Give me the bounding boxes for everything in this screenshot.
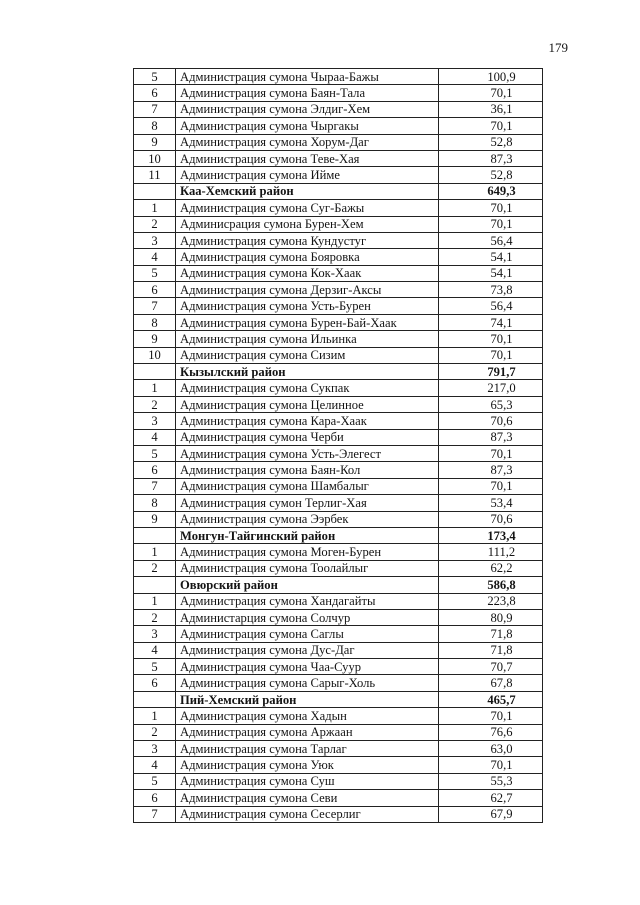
amount-cell: 65,3 xyxy=(439,396,543,412)
row-number-cell xyxy=(134,527,176,543)
row-number-cell: 2 xyxy=(134,216,176,232)
amount-cell: 52,8 xyxy=(439,134,543,150)
row-number-cell: 3 xyxy=(134,232,176,248)
row-number-cell xyxy=(134,691,176,707)
amount-cell: 53,4 xyxy=(439,495,543,511)
administration-name-cell: Администарция сумона Солчур xyxy=(176,609,439,625)
district-total-cell: 173,4 xyxy=(439,527,543,543)
administration-name-cell: Администрация сумона Моген-Бурен xyxy=(176,544,439,560)
district-row xyxy=(134,364,543,380)
table-row xyxy=(134,347,543,363)
table-row xyxy=(134,265,543,281)
administration-name-cell: Администрация сумона Усть-Бурен xyxy=(176,298,439,314)
amount-cell: 70,1 xyxy=(439,200,543,216)
amount-cell: 70,6 xyxy=(439,511,543,527)
administration-name-cell: Администрация сумона Чыраа-Бажы xyxy=(176,69,439,85)
administration-name-cell: Администрация сумона Аржаан xyxy=(176,724,439,740)
amount-cell: 63,0 xyxy=(439,741,543,757)
row-number-cell: 5 xyxy=(134,69,176,85)
amount-cell: 100,9 xyxy=(439,69,543,85)
table-row xyxy=(134,593,543,609)
amount-cell: 87,3 xyxy=(439,150,543,166)
row-number-cell: 5 xyxy=(134,445,176,461)
amount-cell: 217,0 xyxy=(439,380,543,396)
administration-name-cell: Администрация сумона Ээрбек xyxy=(176,511,439,527)
row-number-cell: 6 xyxy=(134,85,176,101)
administration-name-cell: Администрация сумона Севи xyxy=(176,790,439,806)
administration-name-cell: Администрация сумона Целинное xyxy=(176,396,439,412)
amount-cell: 70,6 xyxy=(439,413,543,429)
administration-name-cell: Администрация сумона Черби xyxy=(176,429,439,445)
administration-name-cell: Администрация сумона Кундустуг xyxy=(176,232,439,248)
table-row xyxy=(134,626,543,642)
district-name-cell: Пий-Хемский район xyxy=(176,691,439,707)
administration-name-cell: Администрация сумона Элдиг-Хем xyxy=(176,101,439,117)
table-row xyxy=(134,331,543,347)
row-number-cell: 5 xyxy=(134,659,176,675)
table-row xyxy=(134,609,543,625)
administration-name-cell: Администрация сумона Чаа-Суур xyxy=(176,659,439,675)
row-number-cell: 7 xyxy=(134,101,176,117)
row-number-cell: 2 xyxy=(134,396,176,412)
row-number-cell: 5 xyxy=(134,265,176,281)
administration-name-cell: Администрация сумона Сизим xyxy=(176,347,439,363)
row-number-cell: 1 xyxy=(134,544,176,560)
row-number-cell: 4 xyxy=(134,757,176,773)
table-row xyxy=(134,167,543,183)
administration-name-cell: Админисрация сумона Бурен-Хем xyxy=(176,216,439,232)
administration-name-cell: Администрация сумона Сарыг-Холь xyxy=(176,675,439,691)
table-row xyxy=(134,478,543,494)
administration-name-cell: Администрация сумона Бояровка xyxy=(176,249,439,265)
district-total-cell: 465,7 xyxy=(439,691,543,707)
page-number: 179 xyxy=(548,40,568,55)
table-row xyxy=(134,396,543,412)
row-number-cell: 9 xyxy=(134,134,176,150)
amount-cell: 70,1 xyxy=(439,757,543,773)
table-row xyxy=(134,232,543,248)
district-total-cell: 791,7 xyxy=(439,364,543,380)
amount-cell: 70,1 xyxy=(439,118,543,134)
district-name-cell: Монгун-Тайгинский район xyxy=(176,527,439,543)
district-total-cell: 649,3 xyxy=(439,183,543,199)
amount-cell: 54,1 xyxy=(439,265,543,281)
row-number-cell: 1 xyxy=(134,708,176,724)
amount-cell: 52,8 xyxy=(439,167,543,183)
row-number-cell: 8 xyxy=(134,314,176,330)
table-row xyxy=(134,298,543,314)
table-row xyxy=(134,757,543,773)
table-row xyxy=(134,511,543,527)
district-total-cell: 586,8 xyxy=(439,577,543,593)
administration-name-cell: Администрация сумона Кара-Хаак xyxy=(176,413,439,429)
amount-cell: 70,1 xyxy=(439,708,543,724)
administration-name-cell: Администрация сумона Кок-Хаак xyxy=(176,265,439,281)
table-row xyxy=(134,462,543,478)
administration-name-cell: Администрация сумона Баян-Тала xyxy=(176,85,439,101)
table-row xyxy=(134,216,543,232)
table-row xyxy=(134,118,543,134)
administration-name-cell: Администрация сумона Теве-Хая xyxy=(176,150,439,166)
table-row xyxy=(134,200,543,216)
administration-name-cell: Администрация сумона Суг-Бажы xyxy=(176,200,439,216)
administration-name-cell: Администрация сумона Усть-Элегест xyxy=(176,445,439,461)
table-row xyxy=(134,773,543,789)
administration-name-cell: Администрация сумона Ильинка xyxy=(176,331,439,347)
administration-name-cell: Администрация сумона Бурен-Бай-Хаак xyxy=(176,314,439,330)
amount-cell: 70,1 xyxy=(439,445,543,461)
district-row xyxy=(134,577,543,593)
amount-cell: 71,8 xyxy=(439,626,543,642)
row-number-cell: 3 xyxy=(134,413,176,429)
row-number-cell: 9 xyxy=(134,511,176,527)
amount-cell: 111,2 xyxy=(439,544,543,560)
table-row xyxy=(134,708,543,724)
amount-cell: 54,1 xyxy=(439,249,543,265)
administration-name-cell: Администрация сумона Сукпак xyxy=(176,380,439,396)
table-row xyxy=(134,101,543,117)
row-number-cell: 2 xyxy=(134,560,176,576)
table-row xyxy=(134,790,543,806)
amount-cell: 70,7 xyxy=(439,659,543,675)
administration-name-cell: Администрация сумона Чыргакы xyxy=(176,118,439,134)
administration-name-cell: Администрация сумона Дус-Даг xyxy=(176,642,439,658)
administration-name-cell: Администрация сумона Дерзиг-Аксы xyxy=(176,282,439,298)
administration-name-cell: Администрация сумона Хадын xyxy=(176,708,439,724)
row-number-cell: 7 xyxy=(134,478,176,494)
administration-name-cell: Администрация сумона Тоолайлыг xyxy=(176,560,439,576)
row-number-cell xyxy=(134,364,176,380)
amount-cell: 67,9 xyxy=(439,806,543,822)
row-number-cell: 1 xyxy=(134,593,176,609)
amount-cell: 223,8 xyxy=(439,593,543,609)
district-name-cell: Кызылский район xyxy=(176,364,439,380)
table-row xyxy=(134,544,543,560)
amount-cell: 55,3 xyxy=(439,773,543,789)
table-row xyxy=(134,741,543,757)
table-row xyxy=(134,429,543,445)
administration-name-cell: Администрация сумона Шамбалыг xyxy=(176,478,439,494)
row-number-cell: 5 xyxy=(134,773,176,789)
row-number-cell: 4 xyxy=(134,249,176,265)
table-row xyxy=(134,560,543,576)
table-row xyxy=(134,282,543,298)
administration-name-cell: Администрация сумона Сесерлиг xyxy=(176,806,439,822)
amount-cell: 87,3 xyxy=(439,462,543,478)
row-number-cell: 2 xyxy=(134,609,176,625)
row-number-cell: 2 xyxy=(134,724,176,740)
row-number-cell: 7 xyxy=(134,806,176,822)
table-row xyxy=(134,85,543,101)
amount-cell: 70,1 xyxy=(439,331,543,347)
row-number-cell: 3 xyxy=(134,626,176,642)
administration-name-cell: Администрация сумона Уюк xyxy=(176,757,439,773)
table-row xyxy=(134,806,543,822)
row-number-cell: 8 xyxy=(134,495,176,511)
table-row xyxy=(134,134,543,150)
table-row xyxy=(134,380,543,396)
allocation-table xyxy=(133,68,540,823)
table-body xyxy=(134,69,543,823)
amount-cell: 80,9 xyxy=(439,609,543,625)
administration-name-cell: Администрация сумона Хандагайты xyxy=(176,593,439,609)
row-number-cell: 6 xyxy=(134,675,176,691)
administration-name-cell: Администрация сумона Суш xyxy=(176,773,439,789)
amount-cell: 70,1 xyxy=(439,216,543,232)
district-name-cell: Каа-Хемский район xyxy=(176,183,439,199)
administration-name-cell: Администрация сумон Терлиг-Хая xyxy=(176,495,439,511)
amount-cell: 73,8 xyxy=(439,282,543,298)
amount-cell: 71,8 xyxy=(439,642,543,658)
table-row xyxy=(134,314,543,330)
amount-cell: 76,6 xyxy=(439,724,543,740)
row-number-cell: 8 xyxy=(134,118,176,134)
table-row xyxy=(134,495,543,511)
row-number-cell: 6 xyxy=(134,282,176,298)
amount-cell: 62,2 xyxy=(439,560,543,576)
district-name-cell: Овюрский район xyxy=(176,577,439,593)
administration-name-cell: Администрация сумона Саглы xyxy=(176,626,439,642)
row-number-cell xyxy=(134,577,176,593)
amount-cell: 36,1 xyxy=(439,101,543,117)
table-row xyxy=(134,150,543,166)
row-number-cell: 4 xyxy=(134,429,176,445)
table-row xyxy=(134,724,543,740)
administration-name-cell: Администрация сумона Ийме xyxy=(176,167,439,183)
amount-cell: 56,4 xyxy=(439,232,543,248)
amount-cell: 67,8 xyxy=(439,675,543,691)
row-number-cell: 6 xyxy=(134,462,176,478)
row-number-cell xyxy=(134,183,176,199)
row-number-cell: 1 xyxy=(134,200,176,216)
amount-cell: 70,1 xyxy=(439,85,543,101)
row-number-cell: 9 xyxy=(134,331,176,347)
administration-name-cell: Администрация сумона Баян-Кол xyxy=(176,462,439,478)
row-number-cell: 11 xyxy=(134,167,176,183)
row-number-cell: 7 xyxy=(134,298,176,314)
table-row xyxy=(134,642,543,658)
table-row xyxy=(134,249,543,265)
row-number-cell: 10 xyxy=(134,347,176,363)
amount-cell: 62,7 xyxy=(439,790,543,806)
district-row xyxy=(134,183,543,199)
amount-cell: 87,3 xyxy=(439,429,543,445)
row-number-cell: 1 xyxy=(134,380,176,396)
row-number-cell: 10 xyxy=(134,150,176,166)
table-row xyxy=(134,675,543,691)
amount-cell: 74,1 xyxy=(439,314,543,330)
administration-name-cell: Администрация сумона Тарлаг xyxy=(176,741,439,757)
amount-cell: 70,1 xyxy=(439,347,543,363)
amount-cell: 56,4 xyxy=(439,298,543,314)
administration-name-cell: Администрация сумона Хорум-Даг xyxy=(176,134,439,150)
row-number-cell: 6 xyxy=(134,790,176,806)
table-row xyxy=(134,69,543,85)
table-row xyxy=(134,413,543,429)
table-row xyxy=(134,445,543,461)
amount-cell: 70,1 xyxy=(439,478,543,494)
table-row xyxy=(134,659,543,675)
district-row xyxy=(134,691,543,707)
row-number-cell: 3 xyxy=(134,741,176,757)
row-number-cell: 4 xyxy=(134,642,176,658)
district-row xyxy=(134,527,543,543)
